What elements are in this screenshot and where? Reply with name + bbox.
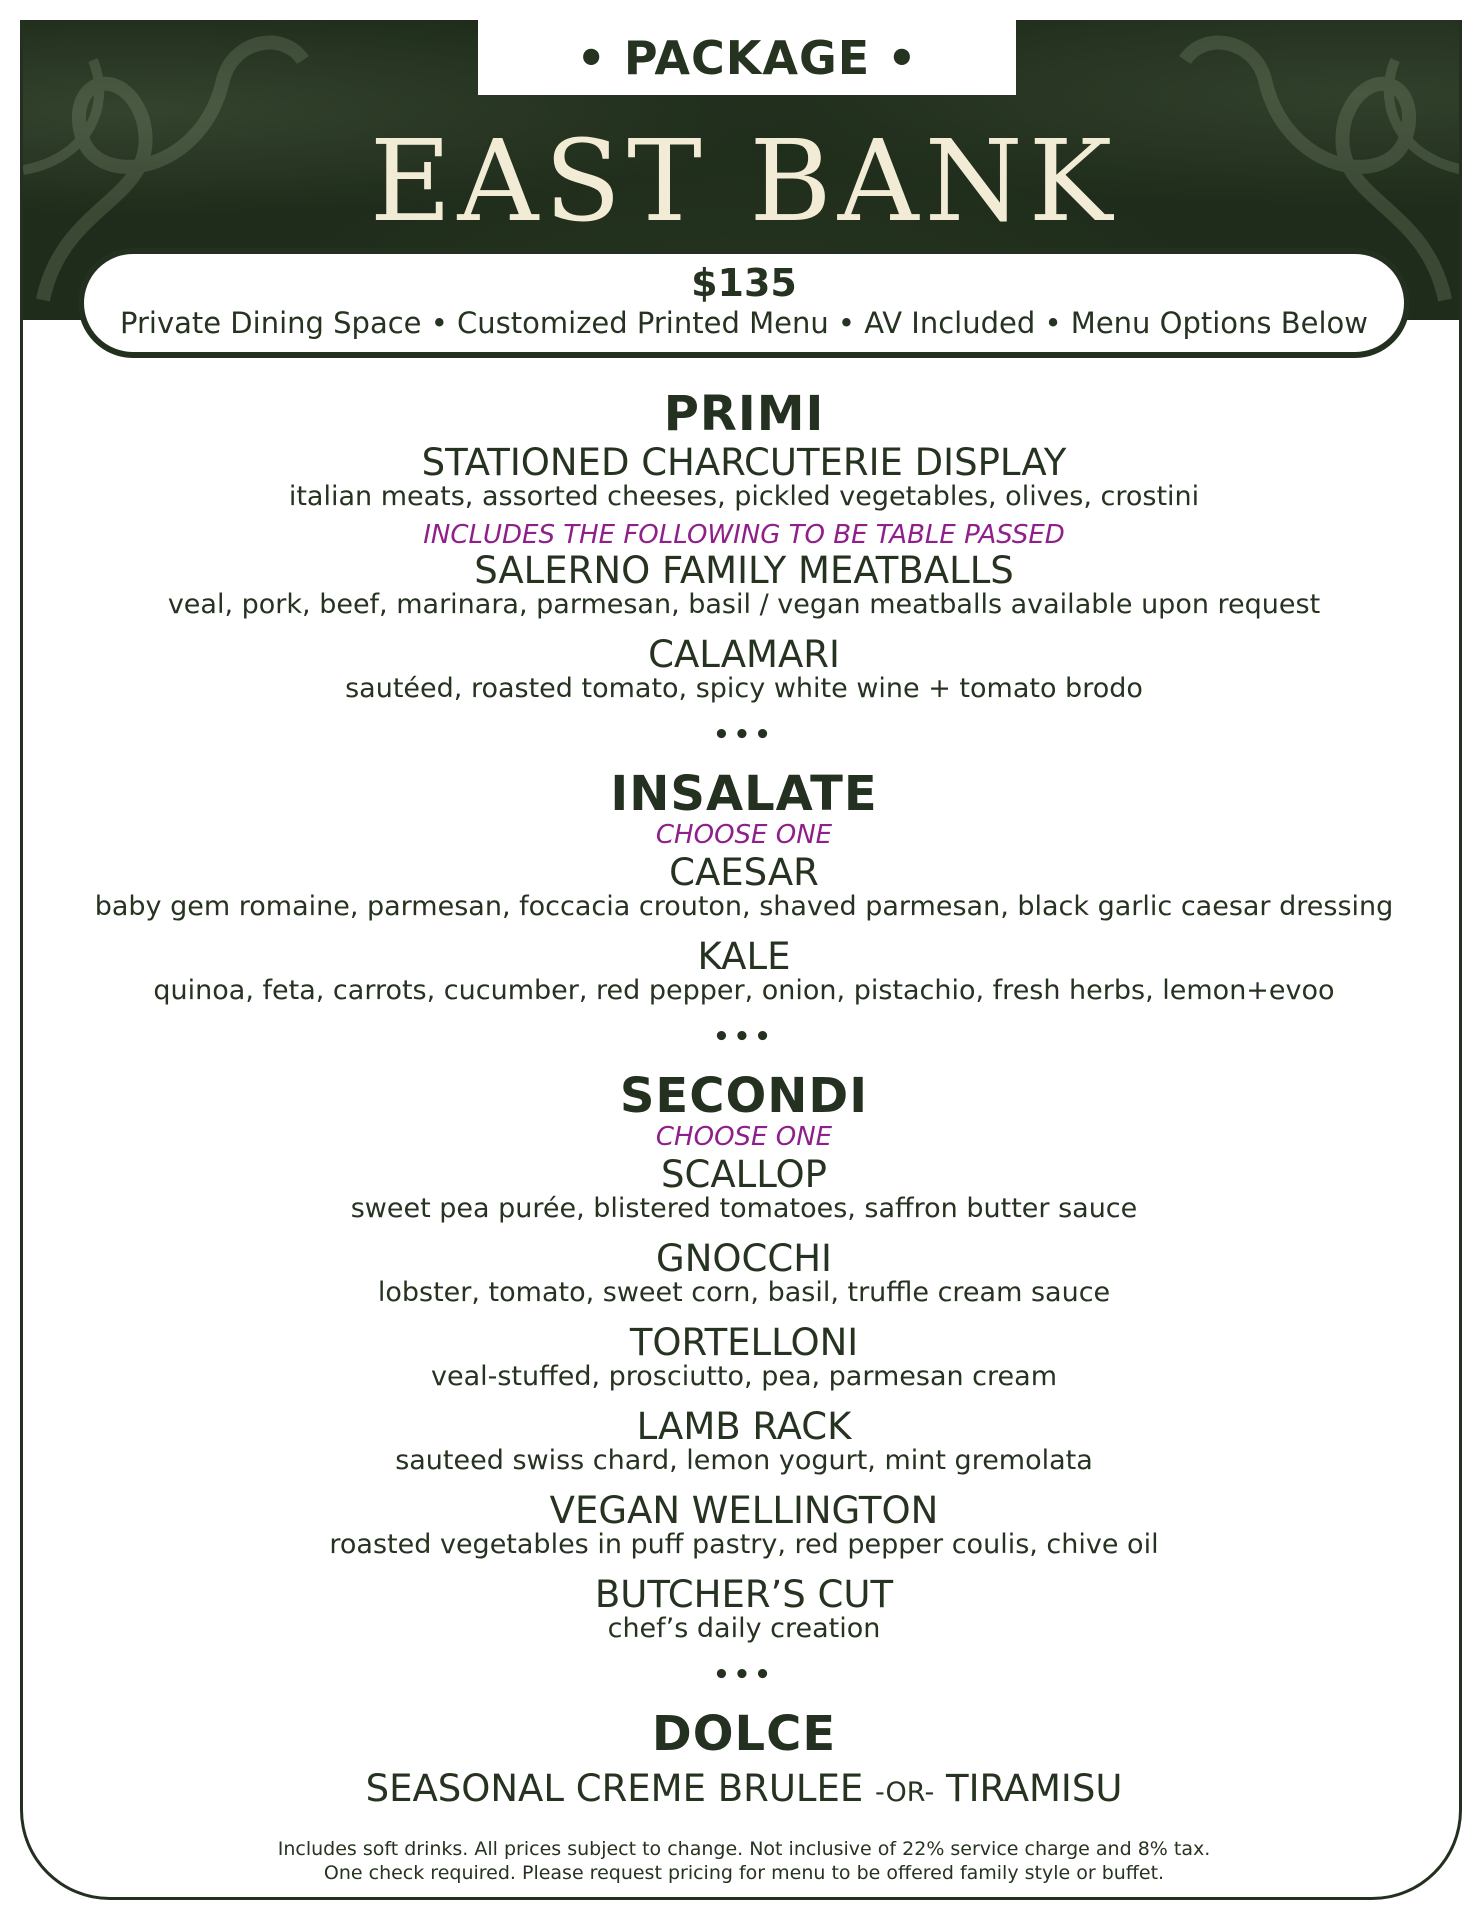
package-price: $135 xyxy=(691,261,797,305)
section-divider: ••• xyxy=(713,1660,775,1690)
menu-item xyxy=(23,1153,1462,1224)
item-name: SCALLOP xyxy=(661,1153,827,1196)
item-desc: roasted vegetables in puff pastry, red pepper coulis, chive oil xyxy=(329,1529,1159,1560)
package-tab xyxy=(478,20,1016,95)
package-features: Private Dining Space • Customized Printed Menu • AV Included • Menu Options Below xyxy=(119,306,1369,340)
menu-card xyxy=(20,20,1462,1900)
item-desc: lobster, tomato, sweet corn, basil, truffle cream sauce xyxy=(377,1277,1111,1308)
brand-name: EAST BANK xyxy=(369,117,1119,247)
section-note: CHOOSE ONE xyxy=(655,820,833,850)
item-name: SALERNO FAMILY MEATBALLS xyxy=(474,549,1014,592)
item-name: BUTCHER’S CUT xyxy=(594,1573,894,1616)
item-desc: chef’s daily creation xyxy=(607,1613,881,1644)
menu-item xyxy=(23,549,1462,620)
dolce-separator: -OR- xyxy=(875,1777,935,1808)
menu-item xyxy=(23,1405,1462,1476)
menu-body xyxy=(23,388,1462,1814)
section-title-insalate: INSALATE xyxy=(610,766,878,822)
footer-line-1: Includes soft drinks. All prices subject to change. Not inclusive of 22% service charge and 8% tax. xyxy=(277,1838,1211,1860)
menu-item xyxy=(23,1237,1462,1308)
package-label: • PACKAGE • xyxy=(576,30,918,85)
item-desc: sweet pea purée, blistered tomatoes, saffron butter sauce xyxy=(350,1193,1138,1224)
item-desc: quinoa, feta, carrots, cucumber, red pepper, onion, pistachio, fresh herbs, lemon+evoo xyxy=(153,975,1335,1006)
menu-item xyxy=(23,633,1462,704)
menu-item xyxy=(23,1321,1462,1392)
item-name: TORTELLONI xyxy=(629,1321,859,1364)
item-desc: baby gem romaine, parmesan, foccacia crouton, shaved parmesan, black garlic caesar dressing xyxy=(94,891,1394,922)
menu-item xyxy=(23,441,1462,512)
item-desc: veal-stuffed, prosciutto, pea, parmesan cream xyxy=(430,1361,1057,1392)
section-divider: ••• xyxy=(713,1022,775,1052)
item-name: LAMB RACK xyxy=(636,1405,852,1448)
item-name: GNOCCHI xyxy=(656,1237,832,1280)
price-pill xyxy=(78,248,1410,358)
section-note: INCLUDES THE FOLLOWING TO BE TABLE PASSED xyxy=(423,520,1065,550)
menu-item xyxy=(23,1573,1462,1644)
item-name: CALAMARI xyxy=(648,633,840,676)
section-title-dolce: DOLCE xyxy=(651,1706,837,1762)
section-title-primi: PRIMI xyxy=(663,386,825,442)
section-divider: ••• xyxy=(713,720,775,750)
item-desc: sautéed, roasted tomato, spicy white wine + tomato brodo xyxy=(345,673,1143,704)
item-name: KALE xyxy=(697,935,791,978)
item-desc: veal, pork, beef, marinara, parmesan, basil / vegan meatballs available upon request xyxy=(167,589,1321,620)
item-desc: sauteed swiss chard, lemon yogurt, mint gremolata xyxy=(395,1445,1093,1476)
dolce-option-b: TIRAMISU xyxy=(945,1767,1123,1810)
menu-item xyxy=(23,1489,1462,1560)
menu-item xyxy=(23,851,1462,922)
item-desc: italian meats, assorted cheeses, pickled vegetables, olives, crostini xyxy=(288,481,1200,512)
section-title-secondi: SECONDI xyxy=(619,1068,869,1124)
footer-notes xyxy=(23,1837,1462,1885)
item-name: CAESAR xyxy=(669,851,819,894)
item-name: VEGAN WELLINGTON xyxy=(549,1489,939,1532)
item-name: STATIONED CHARCUTERIE DISPLAY xyxy=(421,441,1067,484)
footer-line-2: One check required. Please request pricing for menu to be offered family style or buffet. xyxy=(323,1862,1165,1884)
menu-item xyxy=(23,935,1462,1006)
dolce-options xyxy=(23,1768,1462,1814)
dolce-option-a: SEASONAL CREME BRULEE xyxy=(365,1767,864,1810)
section-note: CHOOSE ONE xyxy=(655,1122,833,1152)
